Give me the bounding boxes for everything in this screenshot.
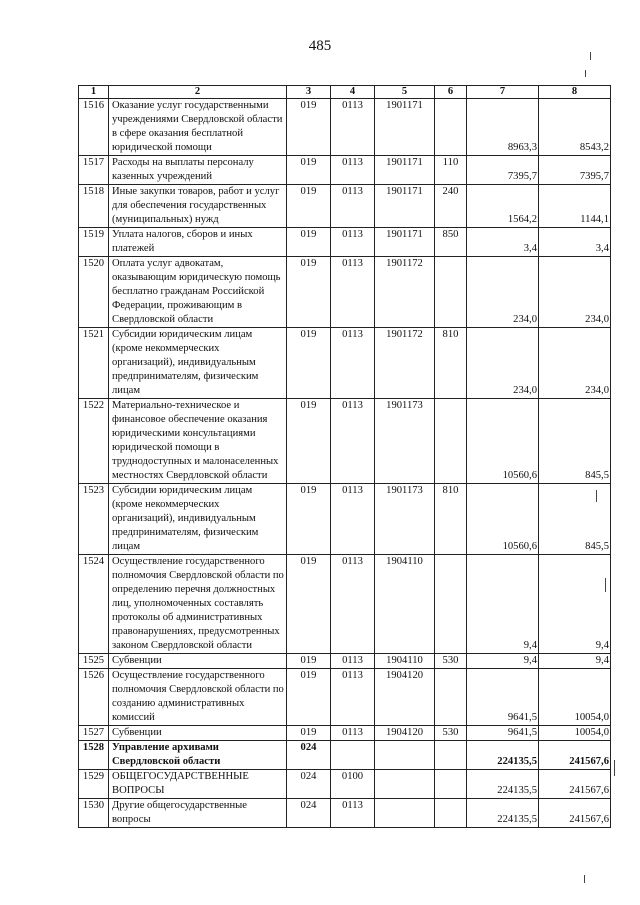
ministry-code: 024 [287, 770, 331, 799]
amount-year-2: 241567,6 [539, 799, 611, 828]
scan-mark [585, 70, 586, 77]
row-number: 1519 [79, 228, 109, 257]
amount-year-1: 1564,2 [467, 185, 539, 228]
amount-year-2: 10054,0 [539, 726, 611, 741]
expense-type-code [435, 669, 467, 726]
table-row [79, 770, 611, 799]
target-article-code: 1901171 [375, 99, 435, 156]
table-row [79, 741, 611, 770]
section-code: 0113 [331, 555, 375, 654]
row-name: Оказание услуг государственными учреждениями Свердловской области в сфере оказания бесплатной юридической помощи [109, 99, 287, 156]
scan-mark [596, 490, 597, 502]
section-code: 0113 [331, 799, 375, 828]
row-number: 1525 [79, 654, 109, 669]
row-number: 1526 [79, 669, 109, 726]
ministry-code: 019 [287, 654, 331, 669]
expense-type-code: 850 [435, 228, 467, 257]
row-name: Осуществление государственного полномочия Свердловской области по определению перечня должностных лиц, уполномоченных составлять протоколы об административных правонарушениях, предусмотренных законом Свердловской области [109, 555, 287, 654]
col-header: 3 [287, 86, 331, 99]
row-number: 1518 [79, 185, 109, 228]
table-row [79, 484, 611, 555]
amount-year-1: 224135,5 [467, 741, 539, 770]
row-number: 1529 [79, 770, 109, 799]
row-name: Управление архивами Свердловской области [109, 741, 287, 770]
amount-year-1: 10560,6 [467, 484, 539, 555]
amount-year-1: 224135,5 [467, 770, 539, 799]
section-code: 0113 [331, 669, 375, 726]
row-number: 1516 [79, 99, 109, 156]
col-header: 6 [435, 86, 467, 99]
target-article-code: 1901171 [375, 185, 435, 228]
row-name: Оплата услуг адвокатам, оказывающим юридическую помощь бесплатно гражданам Российской Федерации, проживающим в Свердловской области [109, 257, 287, 328]
row-number: 1528 [79, 741, 109, 770]
amount-year-1: 8963,3 [467, 99, 539, 156]
target-article-code [375, 799, 435, 828]
target-article-code: 1904120 [375, 669, 435, 726]
row-name: Иные закупки товаров, работ и услуг для обеспечения государственных (муниципальных) нужд [109, 185, 287, 228]
amount-year-2: 845,5 [539, 399, 611, 484]
amount-year-2: 1144,1 [539, 185, 611, 228]
row-name: Субвенции [109, 726, 287, 741]
amount-year-2: 241567,6 [539, 770, 611, 799]
table-row [79, 669, 611, 726]
target-article-code: 1901172 [375, 257, 435, 328]
amount-year-1: 9641,5 [467, 726, 539, 741]
section-code: 0113 [331, 654, 375, 669]
section-code [331, 741, 375, 770]
ministry-code: 019 [287, 328, 331, 399]
ministry-code: 019 [287, 484, 331, 555]
col-header: 4 [331, 86, 375, 99]
table-body [79, 99, 611, 828]
row-name: Уплата налогов, сборов и иных платежей [109, 228, 287, 257]
row-name: Другие общегосударственные вопросы [109, 799, 287, 828]
section-code: 0113 [331, 228, 375, 257]
section-code: 0113 [331, 156, 375, 185]
section-code: 0113 [331, 99, 375, 156]
amount-year-1: 224135,5 [467, 799, 539, 828]
col-header: 8 [539, 86, 611, 99]
section-code: 0113 [331, 185, 375, 228]
row-name: Осуществление государственного полномочия Свердловской области по созданию административных комиссий [109, 669, 287, 726]
amount-year-1: 7395,7 [467, 156, 539, 185]
row-number: 1521 [79, 328, 109, 399]
scan-mark [584, 875, 585, 883]
row-number: 1522 [79, 399, 109, 484]
table-row [79, 99, 611, 156]
expense-type-code [435, 399, 467, 484]
row-number: 1520 [79, 257, 109, 328]
ministry-code: 019 [287, 257, 331, 328]
col-header: 5 [375, 86, 435, 99]
expense-type-code: 110 [435, 156, 467, 185]
amount-year-2: 845,5 [539, 484, 611, 555]
amount-year-2: 241567,6 [539, 741, 611, 770]
ministry-code: 019 [287, 555, 331, 654]
row-number: 1524 [79, 555, 109, 654]
section-code: 0100 [331, 770, 375, 799]
amount-year-2: 8543,2 [539, 99, 611, 156]
scan-mark [605, 578, 606, 592]
amount-year-1: 9641,5 [467, 669, 539, 726]
target-article-code: 1904110 [375, 654, 435, 669]
row-name: Расходы на выплаты персоналу казенных учреждений [109, 156, 287, 185]
expense-type-code: 810 [435, 328, 467, 399]
amount-year-2: 234,0 [539, 328, 611, 399]
table-row [79, 228, 611, 257]
target-article-code: 1901171 [375, 228, 435, 257]
expense-type-code [435, 555, 467, 654]
amount-year-2: 7395,7 [539, 156, 611, 185]
target-article-code [375, 770, 435, 799]
table-row [79, 328, 611, 399]
amount-year-1: 234,0 [467, 257, 539, 328]
target-article-code: 1904110 [375, 555, 435, 654]
col-header: 7 [467, 86, 539, 99]
amount-year-1: 10560,6 [467, 399, 539, 484]
table-row [79, 399, 611, 484]
target-article-code: 1901173 [375, 484, 435, 555]
header-row [79, 86, 611, 99]
expense-type-code [435, 257, 467, 328]
amount-year-1: 9,4 [467, 555, 539, 654]
target-article-code: 1901171 [375, 156, 435, 185]
table-row [79, 257, 611, 328]
ministry-code: 019 [287, 726, 331, 741]
row-number: 1523 [79, 484, 109, 555]
row-name: Материально-техническое и финансовое обеспечение оказания юридическими консультациями юридической помощи в труднодоступных и малонаселенных местностях Свердловской области [109, 399, 287, 484]
row-number: 1517 [79, 156, 109, 185]
scan-mark [590, 52, 591, 60]
amount-year-1: 3,4 [467, 228, 539, 257]
table-row [79, 654, 611, 669]
row-name: ОБЩЕГОСУДАРСТВЕННЫЕ ВОПРОСЫ [109, 770, 287, 799]
target-article-code: 1901172 [375, 328, 435, 399]
table-row [79, 555, 611, 654]
amount-year-2: 9,4 [539, 555, 611, 654]
row-name: Субсидии юридическим лицам (кроме некоммерческих организаций), индивидуальным предпринимателям, физическим лицам [109, 328, 287, 399]
row-number: 1527 [79, 726, 109, 741]
section-code: 0113 [331, 257, 375, 328]
row-name: Субсидии юридическим лицам (кроме некоммерческих организаций), индивидуальным предпринимателям, физическим лицам [109, 484, 287, 555]
expense-type-code: 530 [435, 654, 467, 669]
target-article-code: 1904120 [375, 726, 435, 741]
amount-year-2: 9,4 [539, 654, 611, 669]
target-article-code [375, 741, 435, 770]
table-row [79, 156, 611, 185]
ministry-code: 019 [287, 669, 331, 726]
row-name: Субвенции [109, 654, 287, 669]
section-code: 0113 [331, 328, 375, 399]
amount-year-2: 234,0 [539, 257, 611, 328]
table-row [79, 799, 611, 828]
budget-table [78, 85, 611, 828]
expense-type-code: 530 [435, 726, 467, 741]
section-code: 0113 [331, 484, 375, 555]
ministry-code: 019 [287, 228, 331, 257]
ministry-code: 019 [287, 156, 331, 185]
expense-type-code [435, 770, 467, 799]
expense-type-code: 240 [435, 185, 467, 228]
ministry-code: 019 [287, 399, 331, 484]
amount-year-1: 9,4 [467, 654, 539, 669]
ministry-code: 024 [287, 799, 331, 828]
section-code: 0113 [331, 399, 375, 484]
ministry-code: 019 [287, 185, 331, 228]
amount-year-1: 234,0 [467, 328, 539, 399]
expense-type-code [435, 99, 467, 156]
table-row [79, 726, 611, 741]
ministry-code: 019 [287, 99, 331, 156]
expense-type-code: 810 [435, 484, 467, 555]
col-header: 1 [79, 86, 109, 99]
table-row [79, 185, 611, 228]
row-number: 1530 [79, 799, 109, 828]
target-article-code: 1901173 [375, 399, 435, 484]
expense-type-code [435, 799, 467, 828]
ministry-code: 024 [287, 741, 331, 770]
col-header: 2 [109, 86, 287, 99]
page-number: 485 [308, 38, 332, 54]
amount-year-2: 10054,0 [539, 669, 611, 726]
expense-type-code [435, 741, 467, 770]
amount-year-2: 3,4 [539, 228, 611, 257]
section-code: 0113 [331, 726, 375, 741]
scan-mark [614, 760, 615, 776]
